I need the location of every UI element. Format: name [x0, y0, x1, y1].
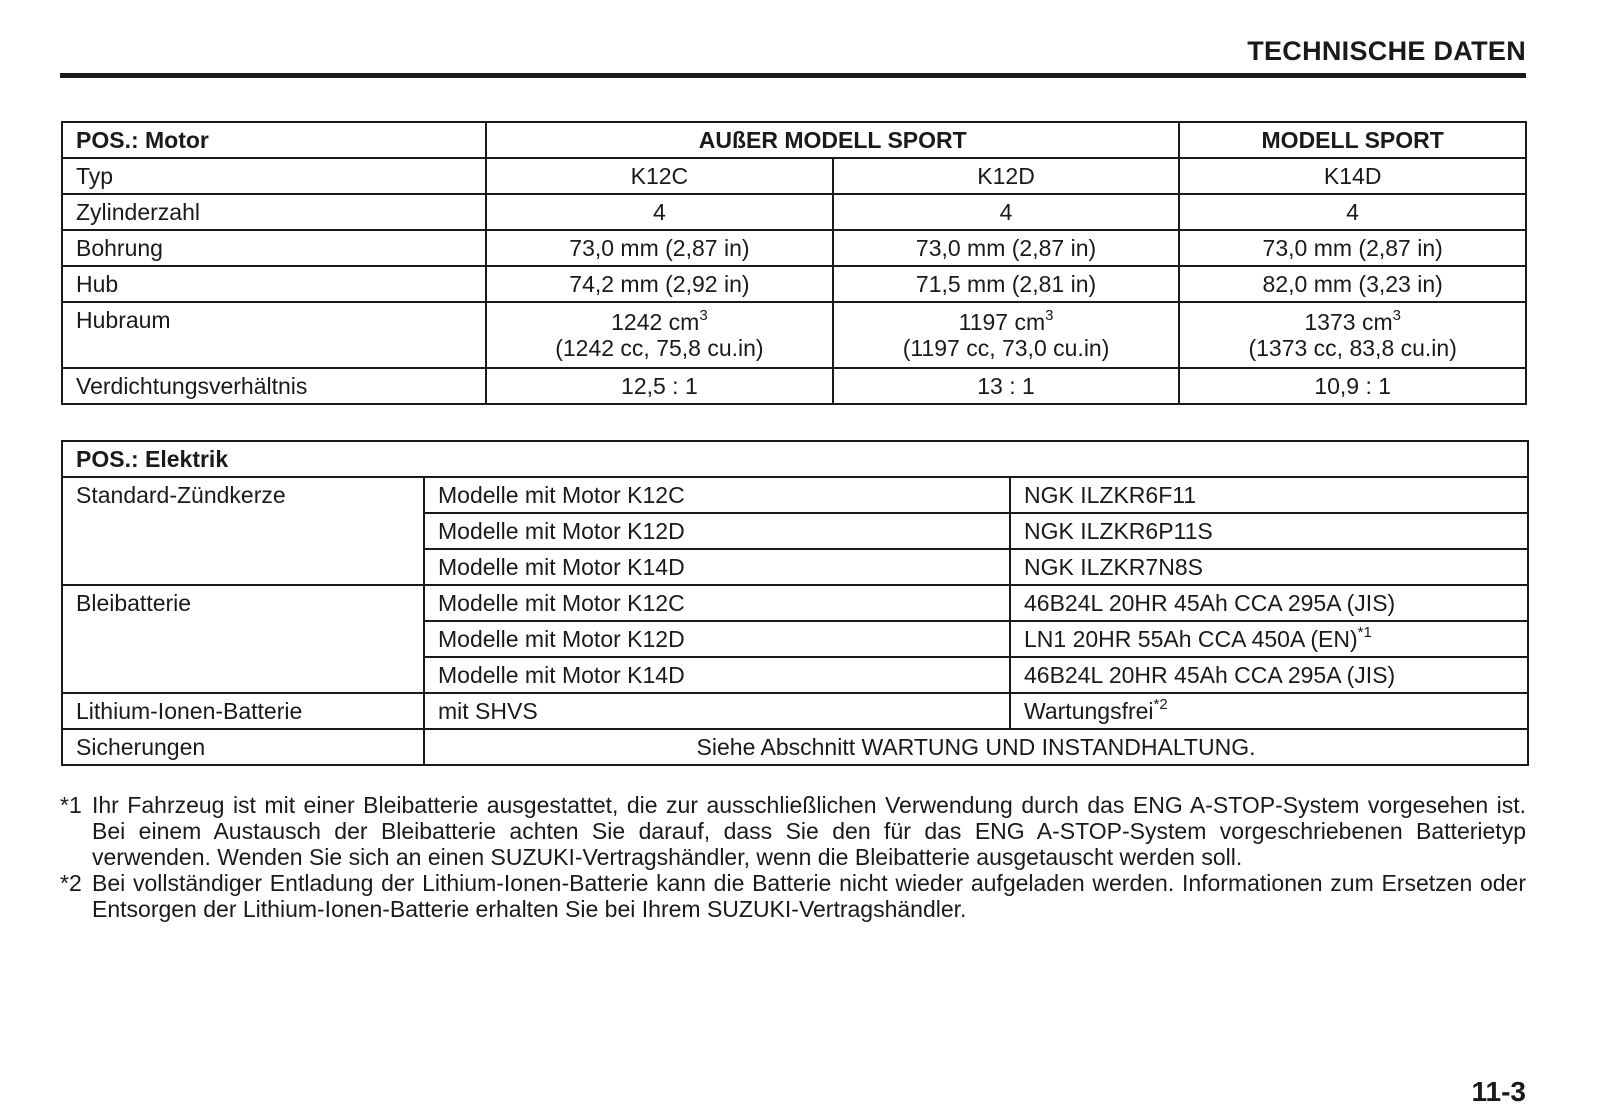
row-label: Hubraum [62, 302, 486, 368]
row-label: Hub [62, 266, 486, 302]
footnotes [60, 792, 1526, 922]
footnote [60, 792, 1526, 870]
cell-value [1179, 302, 1526, 368]
model-cell: Modelle mit Motor K12D [424, 621, 1010, 657]
cell-value: 4 [1179, 194, 1526, 230]
footnote-mark: *2 [60, 870, 82, 896]
table-row [62, 368, 1526, 404]
footnote-ref-1: *1 [1357, 623, 1372, 641]
cell-value: 73,0 mm (2,87 in) [833, 230, 1180, 266]
cell-value: 73,0 mm (2,87 in) [1179, 230, 1526, 266]
cell-value: 74,2 mm (2,92 in) [486, 266, 833, 302]
motor-table-title: POS.: Motor [62, 122, 486, 158]
page-title: TECHNISCHE DATEN [1247, 36, 1526, 66]
table-row [62, 230, 1526, 266]
motor-table [61, 121, 1527, 405]
table-row [62, 302, 1526, 368]
cell-value: 4 [486, 194, 833, 230]
cell-value: Siehe Abschnitt WARTUNG UND INSTANDHALTUNG. [424, 729, 1528, 765]
model-cell: Modelle mit Motor K12C [424, 585, 1010, 621]
footnote [60, 870, 1526, 922]
unit-superscript: 3 [1392, 307, 1401, 324]
table-row [62, 729, 1528, 765]
unit-superscript: 3 [1045, 307, 1054, 324]
row-label: Zylinderzahl [62, 194, 486, 230]
cell-value: 13 : 1 [833, 368, 1180, 404]
row-label: Standard-Zündkerze [62, 477, 424, 585]
row-label: Verdichtungsverhältnis [62, 368, 486, 404]
footnote-text: Ihr Fahrzeug ist mit einer Bleibatterie ausgestattet, die zur ausschließlichen Verwendung durch das ENG A-STOP-System vorgesehen ist. Bei einem Austausch der Bleibatterie achten Sie darauf, dass Sie den für das ENG A-STOP-System vorgeschriebenen Batterietyp verwenden. Wenden Sie sich an einen SUZUKI-Vertragshändler, wenn die Bleibatterie ausgetauscht werden soll. [92, 792, 1526, 870]
hubraum-main: 1197 cm [958, 309, 1046, 335]
cell-value: 12,5 : 1 [486, 368, 833, 404]
row-label: Bleibatterie [62, 585, 424, 693]
cell-value: NGK ILZKR6F11 [1010, 477, 1528, 513]
row-label: Lithium-Ionen-Batterie [62, 693, 424, 729]
hubraum-detail: (1242 cc, 75,8 cu.in) [555, 335, 764, 361]
cell-value: 71,5 mm (2,81 in) [833, 266, 1180, 302]
model-cell: Modelle mit Motor K14D [424, 549, 1010, 585]
cell-value: K12D [833, 158, 1180, 194]
page-number: 11-3 [1471, 1076, 1526, 1107]
hubraum-main: 1373 cm [1304, 309, 1393, 335]
table-row [62, 122, 1526, 158]
group-header-sport: MODELL SPORT [1179, 122, 1526, 158]
hubraum-main: 1242 cm [611, 309, 700, 335]
model-cell: Modelle mit Motor K12D [424, 513, 1010, 549]
cell-value: K12C [486, 158, 833, 194]
table-row [62, 585, 1528, 621]
hubraum-detail: (1373 cc, 83,8 cu.in) [1248, 335, 1457, 361]
cell-value: 82,0 mm (3,23 in) [1179, 266, 1526, 302]
footnote-text: Bei vollständiger Entladung der Lithium-Ionen-Batterie kann die Batterie nicht wieder aufgeladen werden. Informationen zum Ersetzen oder Entsorgen der Lithium-Ionen-Batterie erhalten Sie bei Ihrem SUZUKI-Vertragshändler. [92, 870, 1526, 922]
unit-superscript: 3 [699, 307, 708, 324]
cell-value: 4 [833, 194, 1180, 230]
model-cell: mit SHVS [424, 693, 1010, 729]
hubraum-detail: (1197 cc, 73,0 cu.in) [902, 335, 1110, 361]
table-row [62, 194, 1526, 230]
cell-value [1010, 693, 1528, 729]
elektrik-table [61, 440, 1529, 766]
cell-value: 46B24L 20HR 45Ah CCA 295A (JIS) [1010, 585, 1528, 621]
lithium-spec: Wartungsfrei [1024, 697, 1154, 724]
model-cell: Modelle mit Motor K14D [424, 657, 1010, 693]
elektrik-table-title: POS.: Elektrik [62, 441, 1528, 477]
cell-value [1010, 621, 1528, 657]
cell-value: 73,0 mm (2,87 in) [486, 230, 833, 266]
table-row [62, 477, 1528, 513]
cell-value: K14D [1179, 158, 1526, 194]
row-label: Sicherungen [62, 729, 424, 765]
group-header-ausser-sport: AUßER MODELL SPORT [486, 122, 1179, 158]
cell-value: 46B24L 20HR 45Ah CCA 295A (JIS) [1010, 657, 1528, 693]
model-cell: Modelle mit Motor K12C [424, 477, 1010, 513]
table-row [62, 441, 1528, 477]
header-rule [60, 73, 1526, 78]
footnote-mark: *1 [60, 792, 82, 818]
cell-value: NGK ILZKR7N8S [1010, 549, 1528, 585]
cell-value [833, 302, 1180, 368]
table-row [62, 266, 1526, 302]
row-label: Typ [62, 158, 486, 194]
cell-value: NGK ILZKR6P11S [1010, 513, 1528, 549]
battery-spec: LN1 20HR 55Ah CCA 450A (EN) [1024, 625, 1358, 652]
cell-value: 10,9 : 1 [1179, 368, 1526, 404]
footnote-ref-2: *2 [1153, 695, 1168, 713]
row-label: Bohrung [62, 230, 486, 266]
cell-value [486, 302, 833, 368]
table-row [62, 693, 1528, 729]
table-row [62, 158, 1526, 194]
